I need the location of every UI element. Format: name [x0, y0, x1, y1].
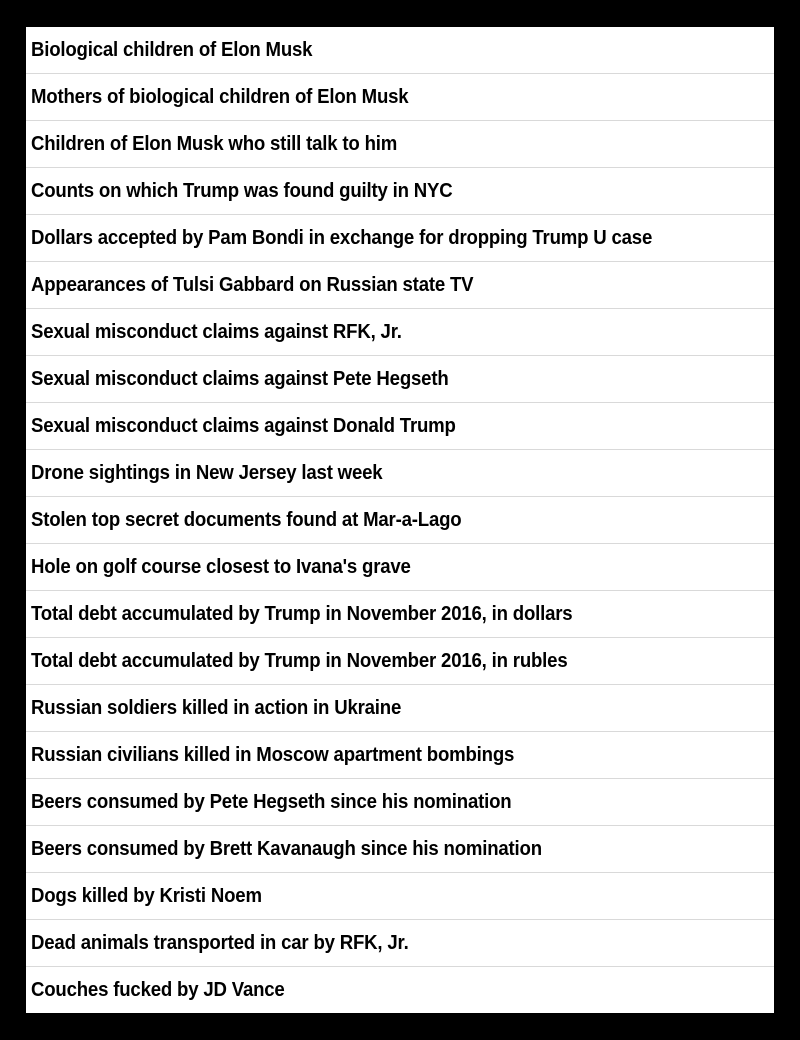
list-item: [26, 826, 774, 873]
list-item: [26, 779, 774, 826]
list-item: [26, 638, 774, 685]
list-item-label: Beers consumed by Pete Hegseth since his nomination: [31, 790, 512, 813]
list-item-label: Dead animals transported in car by RFK, Jr.: [31, 931, 409, 954]
list-item-label: Russian civilians killed in Moscow apartment bombings: [31, 743, 515, 766]
list-item-label: Total debt accumulated by Trump in November 2016, in dollars: [31, 602, 573, 625]
list-item: [26, 873, 774, 920]
list-item: [26, 262, 774, 309]
list-item-label: Sexual misconduct claims against Pete Hegseth: [31, 367, 449, 390]
list-item-label: Mothers of biological children of Elon Musk: [31, 85, 409, 108]
list-item: [26, 121, 774, 168]
list-item-label: Biological children of Elon Musk: [31, 38, 313, 61]
list-item: [26, 356, 774, 403]
list-item-label: Hole on golf course closest to Ivana's grave: [31, 555, 411, 578]
list-item: [26, 450, 774, 497]
list-item: [26, 215, 774, 262]
list-item-label: Total debt accumulated by Trump in November 2016, in rubles: [31, 649, 568, 672]
list-item: [26, 403, 774, 450]
list-item: [26, 74, 774, 121]
list-item: [26, 27, 774, 74]
list-item: [26, 920, 774, 967]
list-item-label: Counts on which Trump was found guilty in NYC: [31, 179, 453, 202]
list-item-label: Dollars accepted by Pam Bondi in exchange for dropping Trump U case: [31, 226, 653, 249]
list-item-label: Beers consumed by Brett Kavanaugh since his nomination: [31, 837, 542, 860]
list-item: [26, 732, 774, 779]
list-item-label: Couches fucked by JD Vance: [31, 978, 285, 1001]
list-item-label: Dogs killed by Kristi Noem: [31, 884, 262, 907]
list-item-label: Sexual misconduct claims against Donald Trump: [31, 414, 456, 437]
list-item: [26, 309, 774, 356]
list-item: [26, 168, 774, 215]
list-item: [26, 685, 774, 732]
item-list: [26, 27, 774, 1013]
list-panel: [26, 27, 774, 1013]
list-item-label: Stolen top secret documents found at Mar-a-Lago: [31, 508, 462, 531]
list-item: [26, 967, 774, 1013]
list-item-label: Appearances of Tulsi Gabbard on Russian state TV: [31, 273, 474, 296]
list-item-label: Sexual misconduct claims against RFK, Jr.: [31, 320, 402, 343]
list-item: [26, 544, 774, 591]
list-item-label: Drone sightings in New Jersey last week: [31, 461, 383, 484]
list-item: [26, 497, 774, 544]
list-item-label: Russian soldiers killed in action in Ukraine: [31, 696, 402, 719]
list-item: [26, 591, 774, 638]
list-item-label: Children of Elon Musk who still talk to him: [31, 132, 398, 155]
